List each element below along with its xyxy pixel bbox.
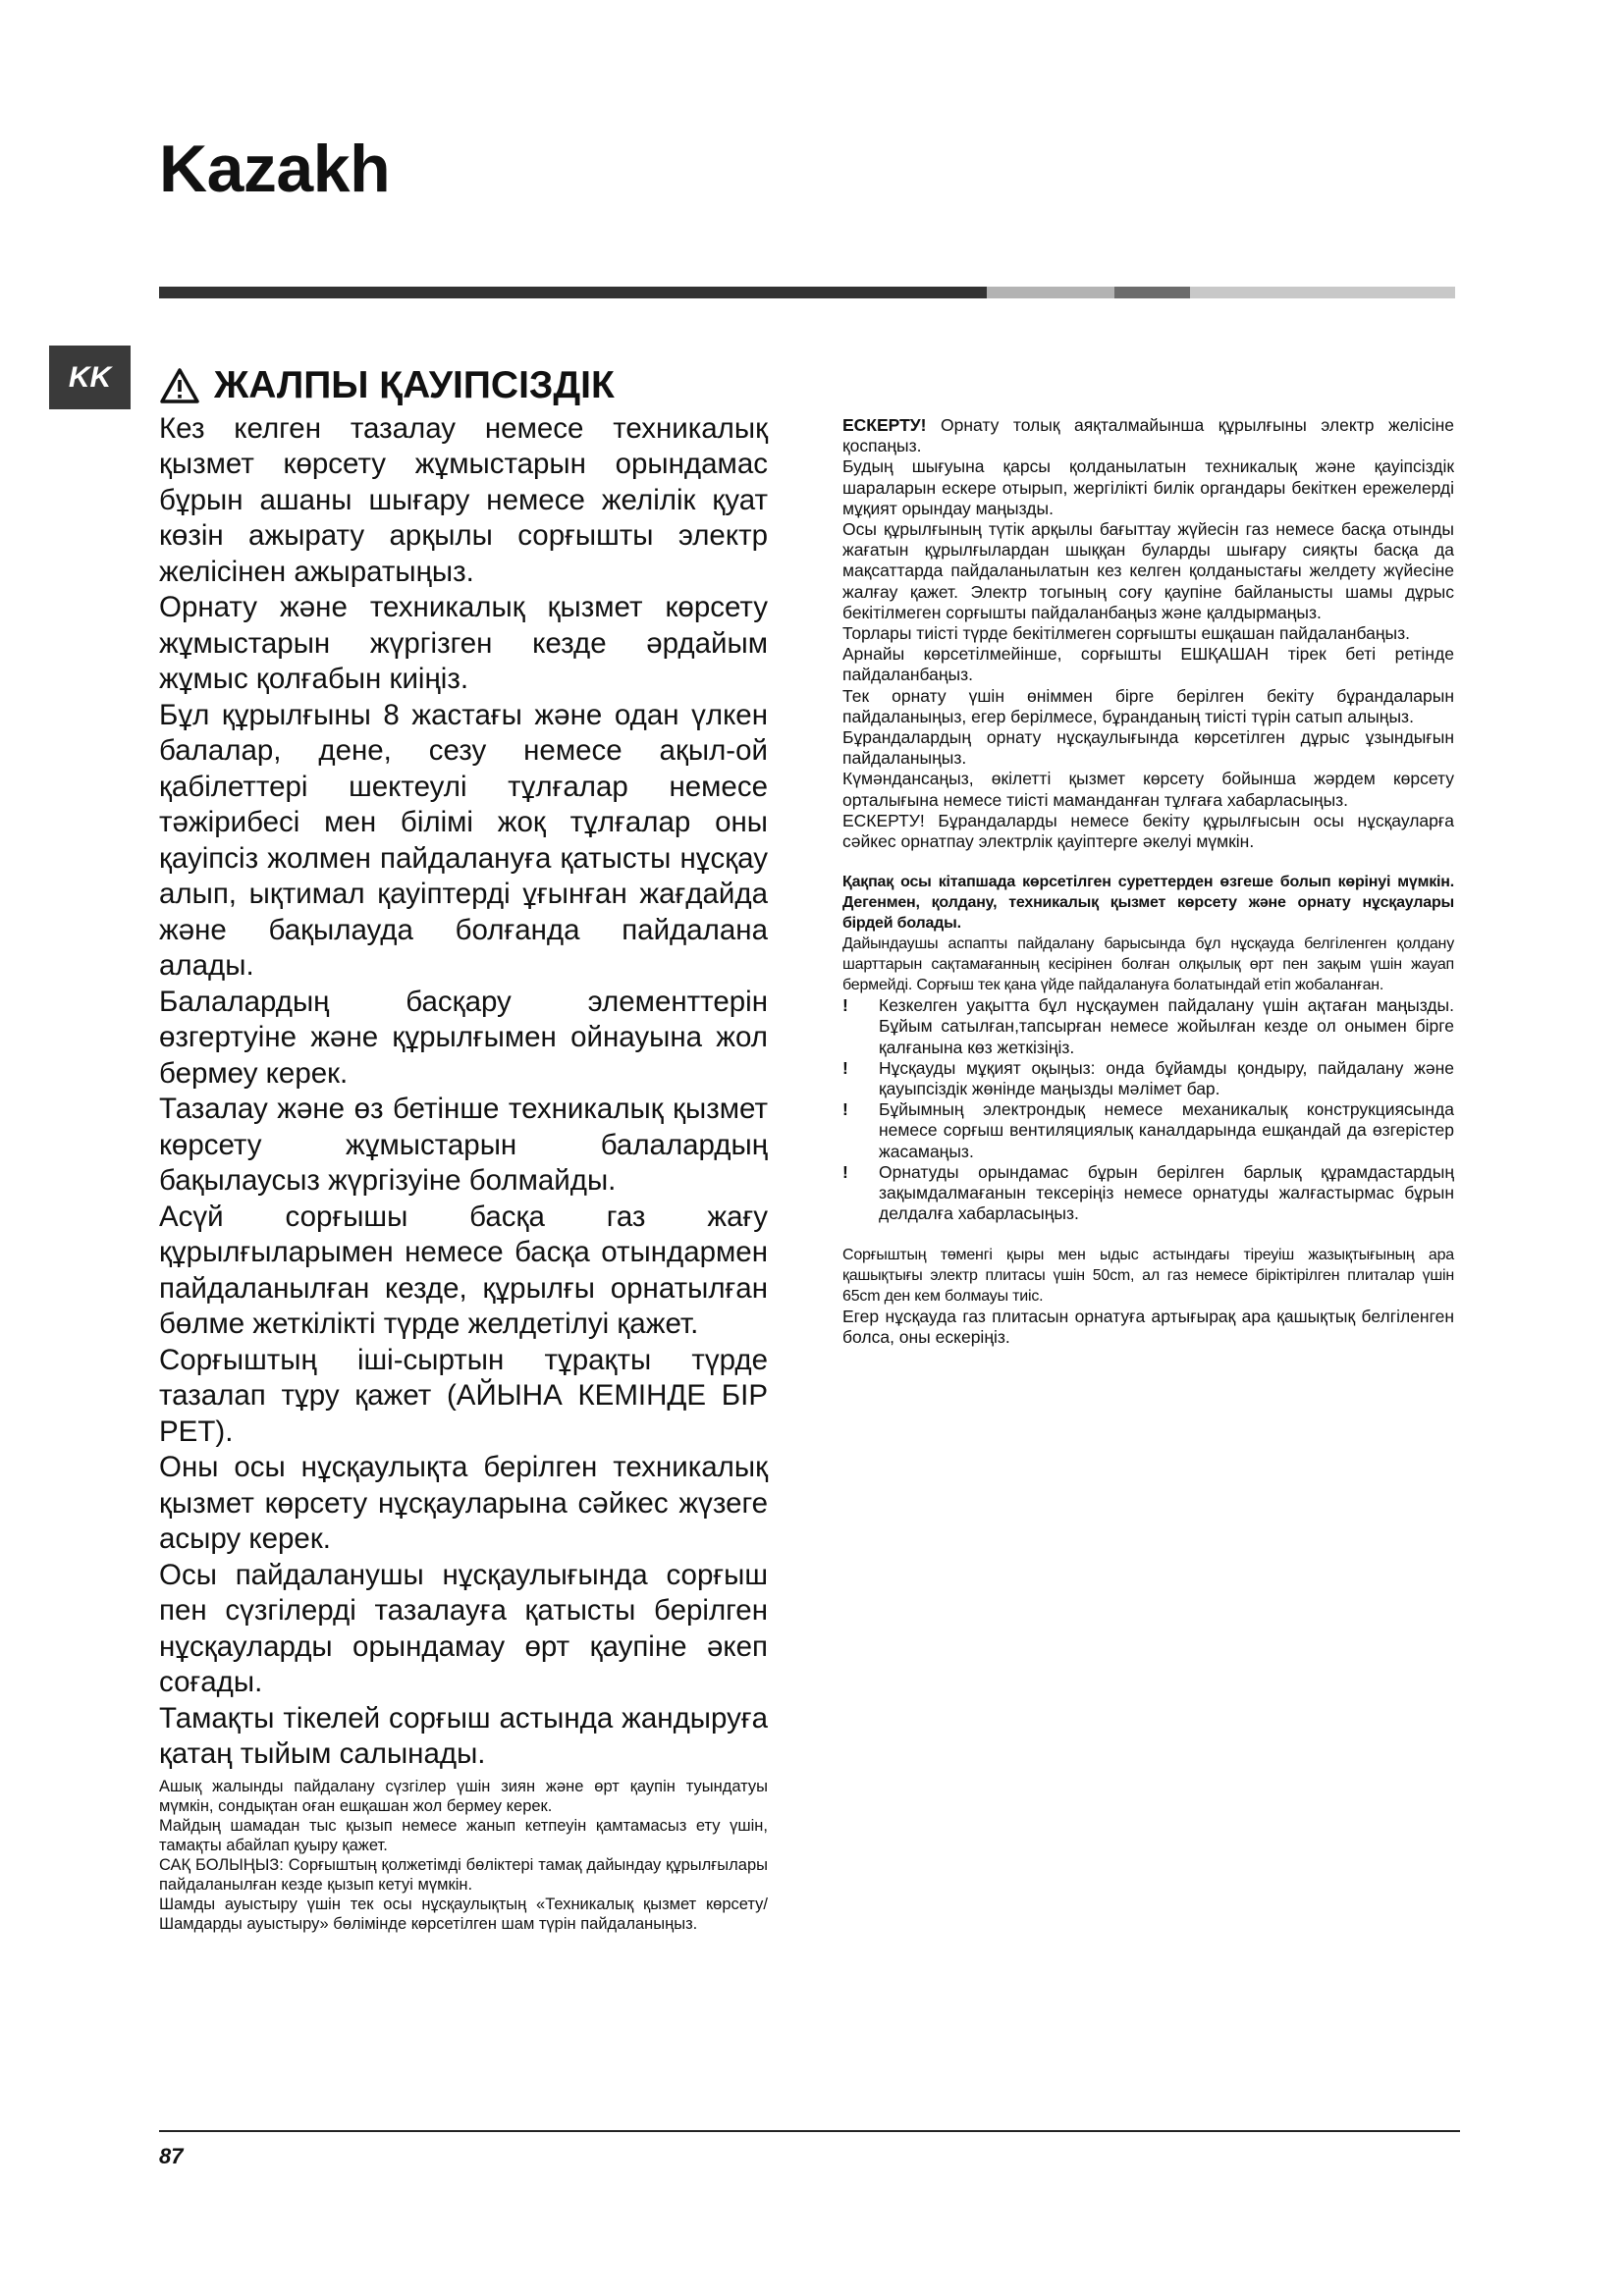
- exclamation-icon: !: [842, 995, 848, 1016]
- section-title-text: ЖАЛПЫ ҚАУІПСІЗДІК: [214, 364, 615, 406]
- paragraph: Тек орнату үшін өніммен бірге берілген бекіту бұрандаларын пайдаланыңыз, егер берілмесе, бұранданың тиісті түрін сатып алыңыз.: [842, 685, 1454, 726]
- page-title: Kazakh: [159, 132, 391, 206]
- language-tab: KK: [49, 346, 131, 409]
- exclamation-icon: !: [842, 1057, 848, 1078]
- list-item: [842, 1058, 1454, 1099]
- paragraph: Күмәндансаңыз, өкілетті қызмет көрсету бойынша жәрдем көрсету орталығына немесе тиісті маманданған тұлғаға хабарласыңыз.: [842, 769, 1454, 810]
- paragraph: Асүй сорғышы басқа газ жағу құрылғыларымен немесе басқа отындармен пайдаланылған кезде, құрылғы орнатылған бөлме жеткілікті түрде желдетілуі қажет.: [159, 1200, 768, 1341]
- paragraph: САҚ БОЛЫҢЫЗ: Сорғыштың қолжетімді бөліктері тамақ дайындау құрылғылары пайдаланылған кезде қызып кетуі мүмкін.: [159, 1855, 768, 1894]
- paragraph: Тазалау және өз бетінше техникалық қызмет көрсету жұмыстарын балалардың бақылаусыз жүргізуіне болмайды.: [159, 1093, 768, 1198]
- section-title: [159, 365, 768, 407]
- paragraph: Оны осы нұсқаулықта берілген техникалық қызмет көрсету нұсқауларына сәйкес жүзеге асыру керек.: [159, 1451, 768, 1556]
- small-paragraphs: [159, 1777, 768, 1934]
- paragraph: Бұрандалардың орнату нұсқаулығында көрсетілген дұрыс ұзындығын пайдаланыңыз.: [842, 727, 1454, 769]
- rule-segment-mid: [1114, 287, 1190, 298]
- exclamation-icon: !: [842, 1099, 848, 1120]
- paragraph: Шамды ауыстыру үшін тек осы нұсқаулықтың «Техникалық қызмет көрсету/Шамдарды ауыстыру» бөлімінде көрсетілген шам түрін пайдаланыңыз.: [159, 1895, 768, 1933]
- footer-rule: [159, 2130, 1460, 2132]
- distance-block: [842, 1245, 1454, 1348]
- warning-triangle-icon: [159, 367, 200, 404]
- paragraph: Орнату және техникалық қызмет көрсету жұмыстарын жүргізген кезде әрдайым жұмыс қолғабын киіңіз.: [159, 591, 768, 696]
- list-item-text: Нұсқауды мұқият оқыңыз: онда бұйамды қондыру, пайдалану және қауыпсіздік жөнінде маңызды мәлімет бар.: [879, 1057, 1454, 1099]
- paragraph: Ашық жалынды пайдалану сүзгілер үшін зиян және өрт қаупін туындатуы мүмкін, сондықтан оған ешқашан жол бермеу керек.: [159, 1777, 768, 1815]
- paragraph: Кез келген тазалау немесе техникалық қызмет көрсету жұмыстарын орындамас бұрын ашаны шығару немесе желілік қуат көзін ажырату арқылы сорғышты электр желісінен ажыратыңыз.: [159, 411, 768, 588]
- liability-note: Дайындаушы аспапты пайдалану барысында бұл нұсқауда белгіленген қолдану шарттарын сақтамағанның кесірінен болған олқылық өрт пен зақым үшін жауап бермейді. Сорғыш тек қана үйде пайдалануға болатындай етіп жобаланған.: [842, 935, 1454, 994]
- rule-segment-light: [987, 287, 1114, 298]
- right-column: [842, 415, 1454, 1348]
- paragraph: Арнайы көрсетілмейінше, сорғышты ЕШҚАШАН тірек беті ретінде пайдаланбаңыз.: [842, 644, 1454, 685]
- list-item: [842, 995, 1454, 1058]
- list-item-text: Кезкелген уақытта бұл нұсқаумен пайдалану үшін ақтаған маңызды. Бұйым сатылған,тапсырған немесе жойылған кезде ол онымен бірге қалғанына көз жеткізіңіз.: [879, 995, 1454, 1057]
- paragraph: Будың шығуына қарсы қолданылатын техникалық және қауіпсіздік шараларын ескере отырып, жергілікті билік органдары бекіткен ережелерді мұқият орындау маңызды.: [842, 456, 1454, 518]
- large-paragraphs: [159, 411, 768, 1773]
- cover-note: Қақпақ осы кітапшада көрсетілген суреттерден өзгеше болып көрінуі мүмкін. Дегенмен, қолдану, техникалық қызмет көрсету және орнату нұсқаулары бірдей болады.: [842, 874, 1454, 933]
- list-item-text: Орнатуды орындамас бұрын берілген барлық құрамдастардың зақымдалмағанын тексеріңіз немесе орнатуды жалғастырмас бұрын делдалға хабарласыңыз.: [879, 1161, 1454, 1224]
- paragraph: Бұл құрылғыны 8 жастағы және одан үлкен балалар, дене, сезу немесе ақыл-ой қабілеттері шектеулі тұлғалар немесе тәжірибесі мен білімі жоқ тұлғалар оны қауіпсіз жолмен пайдалануға қатысты нұсқау алып, ықтимал қауіптерді ұғынған жағдайда және бақылауда болғанда пайдалана алады.: [159, 698, 768, 983]
- paragraph: Тамақты тікелей сорғыш астында жандыруға қатаң тыйым салынады.: [159, 1701, 768, 1771]
- installation-warnings: [842, 415, 1454, 852]
- paragraph: Торлары тиісті түрде бекітілмеген сорғышты ешқашан пайдаланбаңыз.: [842, 623, 1410, 644]
- distance-note: Сорғыштың төменгі қыры мен ыдыс астындағы тіреуіш жазықтығының ара қашықтығы электр плитасы үшін 50cm, ал газ немесе біріктірілген плиталар үшін 65cm ден кем болмауы тиіс.: [842, 1246, 1454, 1305]
- gas-note: Егер нұсқауда газ плитасын орнатуға артығырақ ара қашықтық белгіленген болса, оны ескеріңіз.: [842, 1306, 1454, 1347]
- list-item: [842, 1162, 1454, 1225]
- list-item-text: Бұйымның электрондық немесе механикалық конструкциясында немесе сорғыш вентиляциялық каналдарында ешқандай да өзгерістер жасамаңыз.: [879, 1099, 1454, 1161]
- first-warning: [842, 415, 1454, 456]
- warning-list: [842, 995, 1454, 1224]
- rule-segment-light: [1190, 287, 1455, 298]
- warning-text: Орнату толық аяқталмайынша құрылғыны электр желісіне қоспаңыз.: [842, 415, 1454, 456]
- warning-label: ЕСКЕРТУ!: [842, 415, 927, 435]
- left-column: [159, 365, 768, 1934]
- rule-segment-dark: [159, 287, 987, 298]
- paragraph: ЕСКЕРТУ! Бұрандаларды немесе бекіту құрылғысын осы нұсқауларға сәйкес орнатпау электрлік қауіптерге әкелуі мүмкін.: [842, 810, 1454, 852]
- paragraph: Осы пайдаланушы нұсқаулығында сорғыш пен сүзгілерді тазалауға қатысты берілген нұсқауларды орындамау өрт қаупіне әкеп соғады.: [159, 1558, 768, 1699]
- page-number: 87: [159, 2144, 184, 2168]
- list-item: [842, 1099, 1454, 1162]
- header-rule-bar: [159, 287, 1455, 298]
- paragraph: Сорғыштың іші-сыртын тұрақты түрде тазалап тұру қажет (АЙЫНА КЕМІНДЕ БІР РЕТ).: [159, 1343, 768, 1448]
- paragraph: Майдың шамадан тыс қызып немесе жанып кетпеуін қамтамасыз ету үшін, тамақты абайлап қуыру қажет.: [159, 1816, 768, 1854]
- notes-block: [842, 872, 1454, 1224]
- paragraph: Балалардың басқару элементтерін өзгертуіне және құрылғымен ойнауына жол бермеу керек.: [159, 985, 768, 1090]
- paragraph: Осы құрылғының түтік арқылы бағыттау жүйесін газ немесе басқа отынды жағатын құрылғылардан шыққан буларды шығару сияқты басқа да мақсаттарда пайдаланылатын кез келген қолданыстағы желдету жүйесіне жалғау қажет. Электр тогының соғу қаупіне байланысты шамы дұрыс бекітілмеген сорғышты пайдаланбаңыз және қалдырмаңыз.: [842, 519, 1454, 622]
- exclamation-icon: !: [842, 1161, 848, 1182]
